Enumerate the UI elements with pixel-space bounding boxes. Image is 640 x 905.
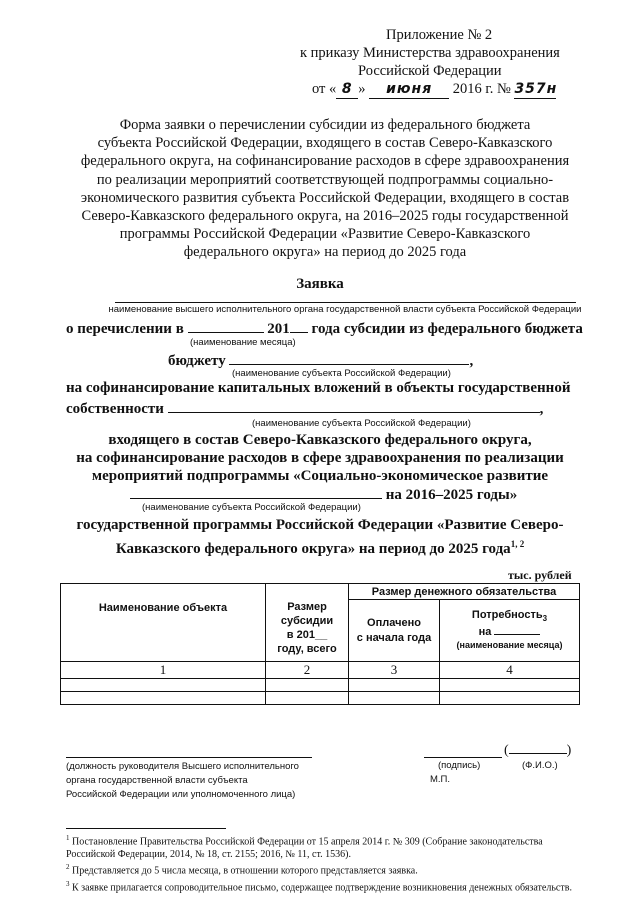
date-year: 2016 г. № [452, 81, 511, 97]
subject-caption-1: (наименование субъекта Российской Федерации) [232, 368, 451, 379]
table-cell[interactable] [266, 692, 349, 705]
table-cell[interactable] [61, 679, 266, 692]
budget-line: бюджету , [168, 350, 473, 370]
date-month: июня [369, 80, 449, 99]
form-title-line: федерального округа» на период до 2025 года [183, 244, 467, 261]
col-number: 1 [61, 662, 266, 679]
units-label: тыс. рублей [508, 568, 572, 582]
footnote-separator [66, 828, 226, 829]
footnote-1: $^1$ Постановление Правительства Российской Федерации от 15 апреля 2014 г. № 309 (Собрание законодательства Российской Федерации, 2014, № 18, ст. 2155; 2016, № 11, ст. 1536). [66, 834, 543, 861]
year-field[interactable] [290, 318, 308, 333]
order-number: 357н [514, 81, 558, 97]
signature-line[interactable] [424, 757, 502, 758]
property-line: собственности , [66, 398, 543, 418]
footnotes [66, 832, 582, 894]
org-name-line [115, 302, 576, 303]
form-title-line: программы Российской Федерации «Развитие Северо-Кавказского [119, 226, 531, 243]
date-day: 8 [336, 80, 358, 99]
position-caption: (должность руководителя Высшего исполнительного органа государственной власти субъекта Российской Федерации или уполномоченного лица) [66, 761, 299, 800]
order-reference: к приказу Министерства здравоохранения [300, 45, 560, 61]
fio-caption: (Ф.И.О.) [522, 760, 558, 771]
table-cell[interactable] [349, 679, 440, 692]
table-cell[interactable] [266, 679, 349, 692]
col-header-need: Потребность$_3$ на (наименование месяца) [440, 600, 580, 662]
table-cell[interactable] [61, 692, 266, 705]
subject-caption-3: (наименование субъекта Российской Федерации) [142, 502, 361, 513]
date-prefix: от « [312, 81, 337, 97]
form-title-line: Северо-Кавказского федерального округа, на 2016–2025 годы государственной [81, 208, 569, 225]
form-title-line: экономического развития субъекта Российской Федерации, входящего в состав [80, 189, 570, 206]
form-title-line: федерального округа, на софинансирование расходов в сфере здравоохранения [80, 153, 570, 170]
table-cell[interactable] [440, 692, 580, 705]
appendix-number: Приложение № 2 [386, 27, 493, 43]
col-number: 3 [349, 662, 440, 679]
ministry-country: Российской Федерации [358, 63, 502, 79]
month-field[interactable] [188, 318, 264, 333]
transfer-line: о перечислении в 201 года субсидии из федерального бюджета [66, 318, 583, 338]
program-name: государственной программы Российской Федерации «Развитие Северо- Кавказского федерального округа» на период до 2025 года$^{1, 2}$ [76, 517, 564, 557]
subject-caption-2: (наименование субъекта Российской Федерации) [252, 418, 471, 429]
table-cell[interactable] [349, 692, 440, 705]
month-caption: (наименование месяца) [190, 337, 296, 348]
cofinancing-line: на софинансирование капитальных вложений в объекты государственной [66, 380, 571, 396]
fio-field[interactable]: ( ) [504, 743, 572, 758]
col-number: 4 [440, 662, 580, 679]
form-title [40, 116, 610, 262]
footnote-2: $^2$ Представляется до 5 числа месяца, в отношении которого представляется заявка. [66, 863, 418, 877]
form-title-line: по реализации мероприятий соответствующей подпрограммы социально- [96, 171, 554, 188]
footnote-ref: 1, 2 [510, 539, 525, 549]
years-line: на 2016–2025 годы» [130, 484, 517, 504]
table-row [61, 692, 580, 705]
table-cell[interactable] [440, 679, 580, 692]
property-subject-field[interactable] [168, 398, 540, 413]
budget-subject-field[interactable] [229, 350, 469, 365]
form-title-line: Форма заявки о перечислении субсидии из федерального бюджета [119, 117, 531, 133]
years-subject-field[interactable] [130, 484, 382, 499]
col-header-size: Размер субсидии в 201__ году, всего [266, 584, 349, 662]
table-row [61, 679, 580, 692]
form-title-line: субъекта Российской Федерации, входящего в состав Северо-Кавказского [97, 135, 553, 152]
application-heading: Заявка [296, 276, 344, 292]
org-name-caption: наименование высшего исполнительного органа государственной власти субъекта Российской Федерации [108, 304, 582, 315]
date-mid: » [358, 81, 366, 97]
subsidy-table [60, 583, 580, 705]
col-number: 2 [266, 662, 349, 679]
signature-caption: (подпись) [438, 760, 481, 771]
footnote-3: $^3$ К заявке прилагается сопроводительное письмо, содержащее подтверждение возникновения денежных обязательств. [66, 879, 572, 893]
subprogram-block: входящего в состав Северо-Кавказского федерального округа, на софинансирование расходов в сфере здравоохранения по реализации мероприятий подпрограммы «Социально-экономическое развитие [76, 432, 564, 484]
order-date-line [312, 80, 556, 99]
col-header-paid: Оплачено с начала года [349, 600, 440, 662]
col-header-obligation: Размер денежного обязательства [349, 584, 580, 600]
stamp-label: М.П. [430, 774, 451, 785]
position-line [66, 757, 312, 758]
col-header-name: Наименование объекта [61, 584, 266, 662]
